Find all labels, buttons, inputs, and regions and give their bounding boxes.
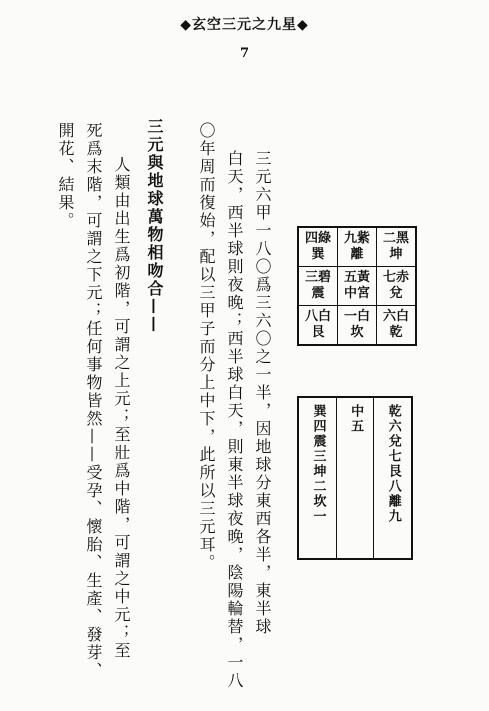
table-cell bbox=[377, 227, 417, 267]
cell-star: 四綠 bbox=[304, 230, 331, 246]
cell-star: 九紫 bbox=[343, 230, 370, 246]
lower-yuan-column: 巽四震三坤二坎一 bbox=[310, 404, 326, 524]
cell-trigram: 坎 bbox=[350, 325, 364, 340]
section-column-3: 開花、結果。 bbox=[56, 122, 75, 230]
table-cell bbox=[298, 227, 338, 267]
page-number: 7 bbox=[239, 46, 250, 61]
table-cell bbox=[298, 306, 338, 346]
paragraph1-column-2: 白天，西半球則夜晚；西半球白天，則東半球夜晚，陰陽輪替，一八 bbox=[225, 150, 244, 690]
cell-trigram: 震 bbox=[311, 286, 325, 301]
cell-star: 三碧 bbox=[304, 269, 331, 285]
table-cell bbox=[377, 267, 417, 306]
cell-star: 一白 bbox=[343, 308, 370, 324]
middle-yuan-column: 中五 bbox=[348, 404, 364, 434]
table-row bbox=[298, 267, 416, 306]
cell-star: 二黑 bbox=[382, 230, 409, 246]
table-cell bbox=[377, 306, 417, 346]
section-column-2: 死爲末階，可謂之下元；任何事物皆然——受孕、懷胎、生產、發芽、 bbox=[84, 122, 103, 680]
paragraph1-column-3: 〇年周而復始，配以三甲子而分上中下，此所以三元耳。 bbox=[197, 122, 216, 572]
paragraph1-column-1: 三元六甲一八〇爲三六〇之一半，因地球分東西各半，東半球 bbox=[253, 150, 272, 636]
table-row bbox=[298, 306, 416, 346]
cell-trigram: 乾 bbox=[389, 325, 403, 340]
table-cell bbox=[338, 267, 377, 306]
table-cell bbox=[374, 397, 412, 559]
section-column-1: 人類由出生爲初階，可謂之上元；至壯爲中階，可謂之中元；至 bbox=[112, 156, 131, 660]
table-row bbox=[298, 397, 412, 559]
cell-trigram: 離 bbox=[350, 247, 364, 262]
cell-star: 七赤 bbox=[382, 269, 409, 285]
cell-trigram: 兌 bbox=[389, 286, 403, 301]
cell-trigram: 中宮 bbox=[343, 286, 370, 301]
table-cell bbox=[298, 397, 336, 559]
table-cell bbox=[336, 397, 374, 559]
table-cell bbox=[338, 227, 377, 267]
running-header: ◆玄空三元之九星◆ bbox=[180, 17, 309, 33]
three-yuan-table bbox=[297, 396, 413, 560]
cell-trigram: 巽 bbox=[311, 247, 325, 262]
cell-star: 五黃 bbox=[343, 269, 370, 285]
table-cell bbox=[338, 306, 377, 346]
upper-yuan-column: 乾六兌七艮八離九 bbox=[385, 404, 401, 524]
section-heading: 三元與地球萬物相吻合—— bbox=[145, 118, 164, 334]
cell-trigram: 坤 bbox=[389, 247, 403, 262]
table-row bbox=[298, 227, 416, 267]
cell-star: 八白 bbox=[304, 308, 331, 324]
trigram-star-table bbox=[297, 226, 417, 346]
cell-trigram: 艮 bbox=[311, 325, 325, 340]
table-cell bbox=[298, 267, 338, 306]
cell-star: 六白 bbox=[382, 308, 409, 324]
